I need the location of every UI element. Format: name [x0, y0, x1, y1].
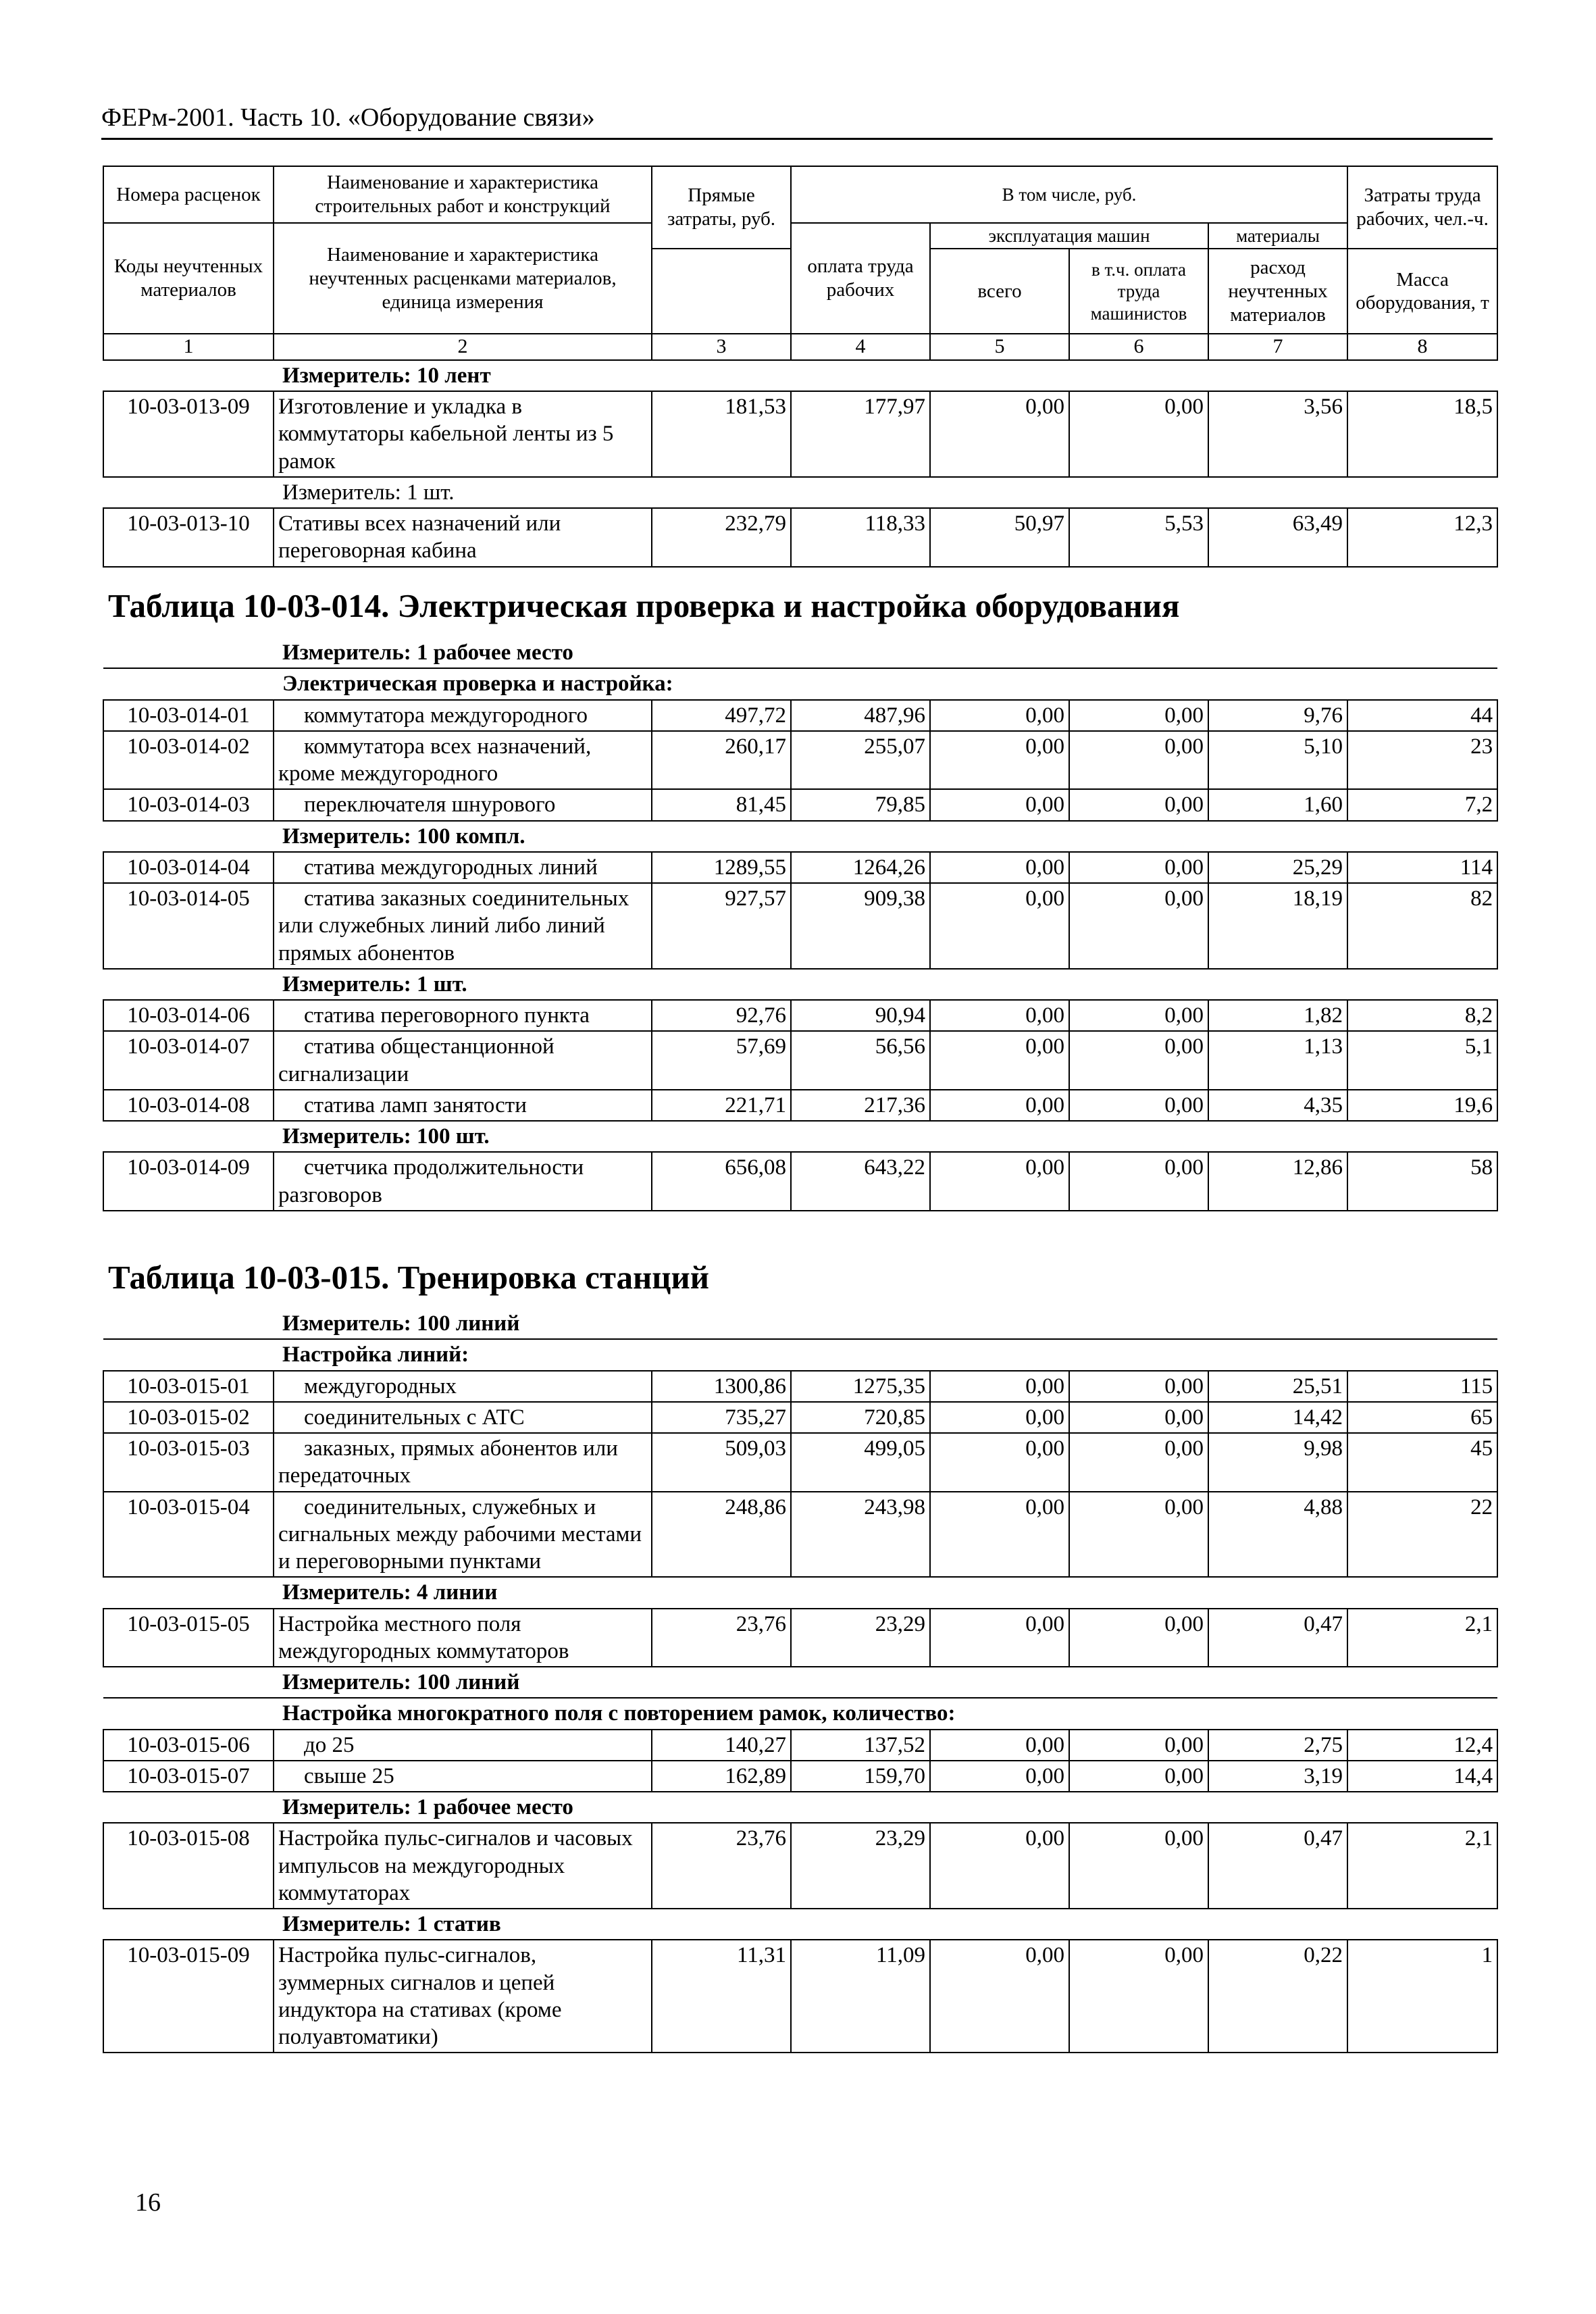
rate-code: 10-03-014-08 — [103, 1090, 274, 1121]
cell-direct: 11,31 — [652, 1940, 791, 2053]
table-row — [103, 1371, 1497, 1402]
col-num: 7 — [1208, 334, 1347, 360]
cell-machinist-pay: 0,00 — [1069, 1000, 1208, 1031]
cell-labor-pay: 90,94 — [791, 1000, 930, 1031]
cell-direct: 927,57 — [652, 883, 791, 969]
cell-machinist-pay: 0,00 — [1069, 1152, 1208, 1211]
rate-name: заказных, прямых абонентов или передаточных — [274, 1433, 652, 1492]
measure-row — [103, 1309, 1497, 1339]
rates-table-015 — [103, 1309, 1498, 2053]
cell-labor-cost: 2,1 — [1347, 1609, 1497, 1667]
rate-name: междугородных — [274, 1371, 652, 1402]
header-row-2 — [103, 223, 1497, 249]
cell-labor-pay: 499,05 — [791, 1433, 930, 1492]
cell-machines: 0,00 — [930, 700, 1069, 731]
cell-labor-pay: 11,09 — [791, 1940, 930, 2053]
table-row — [103, 789, 1497, 820]
measure-row — [103, 1909, 1497, 1940]
table-row — [103, 1492, 1497, 1578]
cell-labor-cost: 22 — [1347, 1492, 1497, 1578]
cell-materials: 9,98 — [1208, 1433, 1347, 1492]
col-name-bottom: Наименование и характеристика неучтенных расценками материалов, единица измерения — [274, 223, 652, 334]
measure-row — [103, 477, 1497, 508]
rate-code: 10-03-014-06 — [103, 1000, 274, 1031]
cell-materials: 18,19 — [1208, 883, 1347, 969]
col-num: 4 — [791, 334, 930, 360]
cell-materials: 14,42 — [1208, 1402, 1347, 1433]
cell-labor-pay: 118,33 — [791, 508, 930, 567]
measure-label: Измеритель: 1 рабочее место — [282, 1795, 573, 1819]
table-row — [103, 1000, 1497, 1031]
measure-label: Измеритель: 100 компл. — [282, 824, 525, 849]
header-row-1 — [103, 166, 1497, 223]
cell-labor-pay: 79,85 — [791, 789, 930, 820]
cell-labor-pay: 255,07 — [791, 731, 930, 790]
cell-machines: 0,00 — [930, 1433, 1069, 1492]
col-num: 1 — [103, 334, 274, 360]
table-row — [103, 1823, 1497, 1909]
cell-materials: 3,56 — [1208, 391, 1347, 477]
cell-labor-cost: 7,2 — [1347, 789, 1497, 820]
table-row — [103, 391, 1497, 477]
cell-labor-cost: 44 — [1347, 700, 1497, 731]
cell-labor-cost: 114 — [1347, 852, 1497, 883]
col-num: 6 — [1069, 334, 1208, 360]
measure-row — [103, 1577, 1497, 1608]
col-direct: Прямые затраты, руб. — [652, 166, 791, 249]
rate-name: статива общестанционной сигнализации — [274, 1031, 652, 1090]
rate-name: Настройка местного поля междугородных коммутаторов — [274, 1609, 652, 1667]
cell-materials: 3,19 — [1208, 1761, 1347, 1792]
cell-direct: 1289,55 — [652, 852, 791, 883]
cell-machines: 0,00 — [930, 1031, 1069, 1090]
rate-name: статива ламп занятости — [274, 1090, 652, 1121]
table-row — [103, 1031, 1497, 1090]
rate-code: 10-03-015-03 — [103, 1433, 274, 1492]
rate-code: 10-03-015-08 — [103, 1823, 274, 1909]
cell-materials: 0,22 — [1208, 1940, 1347, 2053]
table-row — [103, 1609, 1497, 1667]
rate-code: 10-03-014-07 — [103, 1031, 274, 1090]
cell-labor-cost: 115 — [1347, 1371, 1497, 1402]
cell-direct: 57,69 — [652, 1031, 791, 1090]
rates-table-014 — [103, 638, 1498, 1211]
cell-machinist-pay: 5,53 — [1069, 508, 1208, 567]
rate-code: 10-03-014-01 — [103, 700, 274, 731]
cell-labor-cost: 8,2 — [1347, 1000, 1497, 1031]
cell-direct: 509,03 — [652, 1433, 791, 1492]
rate-code: 10-03-014-09 — [103, 1152, 274, 1211]
measure-label: Измеритель: 1 шт. — [282, 972, 467, 997]
col-materials-unaccounted: расход неучтенных материалов — [1208, 249, 1347, 334]
cell-machinist-pay: 0,00 — [1069, 852, 1208, 883]
cell-materials: 0,47 — [1208, 1609, 1347, 1667]
cell-labor-cost: 65 — [1347, 1402, 1497, 1433]
cell-labor-cost: 14,4 — [1347, 1761, 1497, 1792]
rate-code: 10-03-015-02 — [103, 1402, 274, 1433]
cell-machines: 0,00 — [930, 1940, 1069, 2053]
rate-name: коммутатора междугородного — [274, 700, 652, 731]
cell-labor-pay: 720,85 — [791, 1402, 930, 1433]
cell-materials: 1,13 — [1208, 1031, 1347, 1090]
col-direct-cont — [652, 249, 791, 334]
cell-machines: 0,00 — [930, 1000, 1069, 1031]
cell-materials: 1,82 — [1208, 1000, 1347, 1031]
cell-machinist-pay: 0,00 — [1069, 1940, 1208, 2053]
cell-machinist-pay: 0,00 — [1069, 1402, 1208, 1433]
cell-machinist-pay: 0,00 — [1069, 789, 1208, 820]
col-num: 2 — [274, 334, 652, 360]
cell-labor-cost: 5,1 — [1347, 1031, 1497, 1090]
table-row — [103, 1152, 1497, 1211]
subheading-row — [103, 668, 1497, 699]
table-row — [103, 852, 1497, 883]
cell-labor-pay: 23,29 — [791, 1823, 930, 1909]
cell-materials: 25,29 — [1208, 852, 1347, 883]
cell-direct: 162,89 — [652, 1761, 791, 1792]
cell-labor-pay: 137,52 — [791, 1730, 930, 1761]
rate-name: свыше 25 — [274, 1761, 652, 1792]
cell-direct: 181,53 — [652, 391, 791, 477]
cell-machinist-pay: 0,00 — [1069, 1730, 1208, 1761]
rate-name: статива междугородных линий — [274, 852, 652, 883]
rate-name: Стативы всех назначений или переговорная кабина — [274, 508, 652, 567]
table-row — [103, 1402, 1497, 1433]
cell-labor-pay: 177,97 — [791, 391, 930, 477]
subheading: Настройка линий: — [103, 1339, 1497, 1370]
cell-materials: 0,47 — [1208, 1823, 1347, 1909]
cell-machines: 0,00 — [930, 1609, 1069, 1667]
col-codes-top: Номера расценок — [103, 166, 274, 223]
cell-materials: 9,76 — [1208, 700, 1347, 731]
cell-direct: 248,86 — [652, 1492, 791, 1578]
cell-machines: 50,97 — [930, 508, 1069, 567]
cell-direct: 140,27 — [652, 1730, 791, 1761]
table-row — [103, 1433, 1497, 1492]
cell-labor-pay: 23,29 — [791, 1609, 930, 1667]
measure-row — [103, 969, 1497, 1000]
cell-machines: 0,00 — [930, 1090, 1069, 1121]
cell-labor-pay: 909,38 — [791, 883, 930, 969]
page-header: ФЕРм-2001. Часть 10. «Оборудование связи» — [101, 103, 1493, 140]
cell-labor-cost: 12,4 — [1347, 1730, 1497, 1761]
cell-machines: 0,00 — [930, 1152, 1069, 1211]
cell-machinist-pay: 0,00 — [1069, 1609, 1208, 1667]
cell-materials: 12,86 — [1208, 1152, 1347, 1211]
table-row — [103, 1090, 1497, 1121]
cell-labor-pay: 159,70 — [791, 1761, 930, 1792]
col-machines-total: всего — [930, 249, 1069, 334]
cell-machines: 0,00 — [930, 1761, 1069, 1792]
cell-direct: 23,76 — [652, 1823, 791, 1909]
rate-code: 10-03-015-04 — [103, 1492, 274, 1578]
measure-row — [103, 821, 1497, 852]
rate-code: 10-03-015-06 — [103, 1730, 274, 1761]
cell-machinist-pay: 0,00 — [1069, 1371, 1208, 1402]
cell-machines: 0,00 — [930, 1492, 1069, 1578]
subheading: Настройка многократного поля с повторением рамок, количество: — [103, 1698, 1497, 1729]
col-num: 5 — [930, 334, 1069, 360]
cell-machinist-pay: 0,00 — [1069, 700, 1208, 731]
table-row — [103, 1940, 1497, 2053]
cell-direct: 497,72 — [652, 700, 791, 731]
cell-labor-pay: 643,22 — [791, 1152, 930, 1211]
col-equip-mass: Масса оборудования, т — [1347, 249, 1497, 334]
rate-code: 10-03-015-01 — [103, 1371, 274, 1402]
measure-label: Измеритель: 4 линии — [282, 1580, 498, 1605]
rates-table-013 — [103, 166, 1498, 568]
measure-label: Измеритель: 1 шт. — [282, 480, 455, 505]
rate-name: коммутатора всех назначений, кроме междугородного — [274, 731, 652, 790]
rate-code: 10-03-014-02 — [103, 731, 274, 790]
cell-machinist-pay: 0,00 — [1069, 1031, 1208, 1090]
cell-materials: 4,88 — [1208, 1492, 1347, 1578]
measure-label: Измеритель: 10 лент — [282, 363, 491, 388]
cell-machines: 0,00 — [930, 1823, 1069, 1909]
cell-direct: 232,79 — [652, 508, 791, 567]
col-machinist-pay: в т.ч. оплата труда машинистов — [1069, 249, 1208, 334]
table-014-title: Таблица 10-03-014. Электрическая проверка и настройка оборудования — [108, 587, 1180, 624]
subheading-row — [103, 1698, 1497, 1729]
rate-code: 10-03-013-09 — [103, 391, 274, 477]
col-incl: В том числе, руб. — [791, 166, 1347, 223]
col-num: 3 — [652, 334, 791, 360]
measure-label: Измеритель: 100 линий — [282, 1311, 520, 1336]
rate-code: 10-03-015-07 — [103, 1761, 274, 1792]
cell-labor-pay: 1264,26 — [791, 852, 930, 883]
subheading: Электрическая проверка и настройка: — [103, 668, 1497, 699]
cell-labor-cost: 19,6 — [1347, 1090, 1497, 1121]
rate-name: статива переговорного пункта — [274, 1000, 652, 1031]
rate-code: 10-03-015-09 — [103, 1940, 274, 2053]
table-row — [103, 883, 1497, 969]
cell-materials: 25,51 — [1208, 1371, 1347, 1402]
rate-name: Изготовление и укладка в коммутаторы кабельной ленты из 5 рамок — [274, 391, 652, 477]
cell-labor-cost: 45 — [1347, 1433, 1497, 1492]
measure-row — [103, 1792, 1497, 1823]
cell-labor-cost: 18,5 — [1347, 391, 1497, 477]
measure-label: Измеритель: 1 рабочее место — [282, 640, 573, 665]
rate-name: Настройка пульс-сигналов и часовых импульсов на междугородных коммутаторах — [274, 1823, 652, 1909]
cell-machines: 0,00 — [930, 1402, 1069, 1433]
cell-direct: 1300,86 — [652, 1371, 791, 1402]
cell-labor-pay: 1275,35 — [791, 1371, 930, 1402]
cell-labor-cost: 1 — [1347, 1940, 1497, 2053]
measure-label: Измеритель: 100 шт. — [282, 1124, 490, 1149]
rate-name: соединительных, служебных и сигнальных между рабочими местами и переговорными пунктами — [274, 1492, 652, 1578]
col-num: 8 — [1347, 334, 1497, 360]
cell-labor-pay: 217,36 — [791, 1090, 930, 1121]
table-row — [103, 731, 1497, 790]
measure-label: Измеритель: 100 линий — [282, 1670, 520, 1694]
rate-name: соединительных с АТС — [274, 1402, 652, 1433]
cell-materials: 4,35 — [1208, 1090, 1347, 1121]
cell-direct: 23,76 — [652, 1609, 791, 1667]
cell-machinist-pay: 0,00 — [1069, 1090, 1208, 1121]
subheading-row — [103, 1339, 1497, 1370]
cell-machinist-pay: 0,00 — [1069, 883, 1208, 969]
rate-code: 10-03-013-10 — [103, 508, 274, 567]
measure-row — [103, 1667, 1497, 1698]
cell-direct: 221,71 — [652, 1090, 791, 1121]
cell-machines: 0,00 — [930, 789, 1069, 820]
rate-code: 10-03-014-04 — [103, 852, 274, 883]
cell-direct: 735,27 — [652, 1402, 791, 1433]
cell-machines: 0,00 — [930, 391, 1069, 477]
measure-label: Измеритель: 1 статив — [282, 1912, 501, 1936]
cell-labor-cost: 2,1 — [1347, 1823, 1497, 1909]
col-materials: материалы — [1208, 223, 1347, 249]
cell-materials: 5,10 — [1208, 731, 1347, 790]
rate-name: статива заказных соединительных или служебных линий либо линий прямых абонентов — [274, 883, 652, 969]
table-015-title: Таблица 10-03-015. Тренировка станций — [108, 1259, 709, 1296]
measure-row — [103, 360, 1497, 391]
rate-name: переключателя шнурового — [274, 789, 652, 820]
cell-machines: 0,00 — [930, 731, 1069, 790]
cell-machinist-pay: 0,00 — [1069, 1433, 1208, 1492]
cell-labor-cost: 58 — [1347, 1152, 1497, 1211]
table-row — [103, 508, 1497, 567]
cell-direct: 656,08 — [652, 1152, 791, 1211]
cell-labor-cost: 12,3 — [1347, 508, 1497, 567]
rate-code: 10-03-014-03 — [103, 789, 274, 820]
cell-direct: 92,76 — [652, 1000, 791, 1031]
measure-row — [103, 1121, 1497, 1152]
cell-materials: 1,60 — [1208, 789, 1347, 820]
cell-labor-pay: 487,96 — [791, 700, 930, 731]
cell-machines: 0,00 — [930, 1730, 1069, 1761]
cell-direct: 81,45 — [652, 789, 791, 820]
cell-machines: 0,00 — [930, 883, 1069, 969]
cell-machinist-pay: 0,00 — [1069, 1823, 1208, 1909]
cell-machinist-pay: 0,00 — [1069, 391, 1208, 477]
rate-name: до 25 — [274, 1730, 652, 1761]
rate-code: 10-03-015-05 — [103, 1609, 274, 1667]
cell-materials: 2,75 — [1208, 1730, 1347, 1761]
rate-name: Настройка пульс-сигналов, зуммерных сигналов и цепей индуктора на стативах (кроме полуавтоматики) — [274, 1940, 652, 2053]
cell-machines: 0,00 — [930, 1371, 1069, 1402]
cell-labor-cost: 82 — [1347, 883, 1497, 969]
rate-code: 10-03-014-05 — [103, 883, 274, 969]
cell-direct: 260,17 — [652, 731, 791, 790]
page-number: 16 — [135, 2188, 161, 2217]
cell-machines: 0,00 — [930, 852, 1069, 883]
cell-labor-pay: 243,98 — [791, 1492, 930, 1578]
col-labor-pay: оплата труда рабочих — [791, 223, 930, 334]
col-name-top: Наименование и характеристика строительных работ и конструкций — [274, 166, 652, 223]
table-row — [103, 700, 1497, 731]
col-machines: эксплуатация машин — [930, 223, 1208, 249]
col-labor-cost: Затраты труда рабочих, чел.-ч. — [1347, 166, 1497, 249]
cell-machinist-pay: 0,00 — [1069, 1492, 1208, 1578]
cell-machinist-pay: 0,00 — [1069, 1761, 1208, 1792]
measure-row — [103, 638, 1497, 668]
cell-materials: 63,49 — [1208, 508, 1347, 567]
column-numbers-row — [103, 334, 1497, 360]
table-row — [103, 1730, 1497, 1761]
cell-labor-cost: 23 — [1347, 731, 1497, 790]
table-row — [103, 1761, 1497, 1792]
col-codes-bottom: Коды неучтенных материалов — [103, 223, 274, 334]
rate-name: счетчика продолжительности разговоров — [274, 1152, 652, 1211]
cell-labor-pay: 56,56 — [791, 1031, 930, 1090]
cell-machinist-pay: 0,00 — [1069, 731, 1208, 790]
